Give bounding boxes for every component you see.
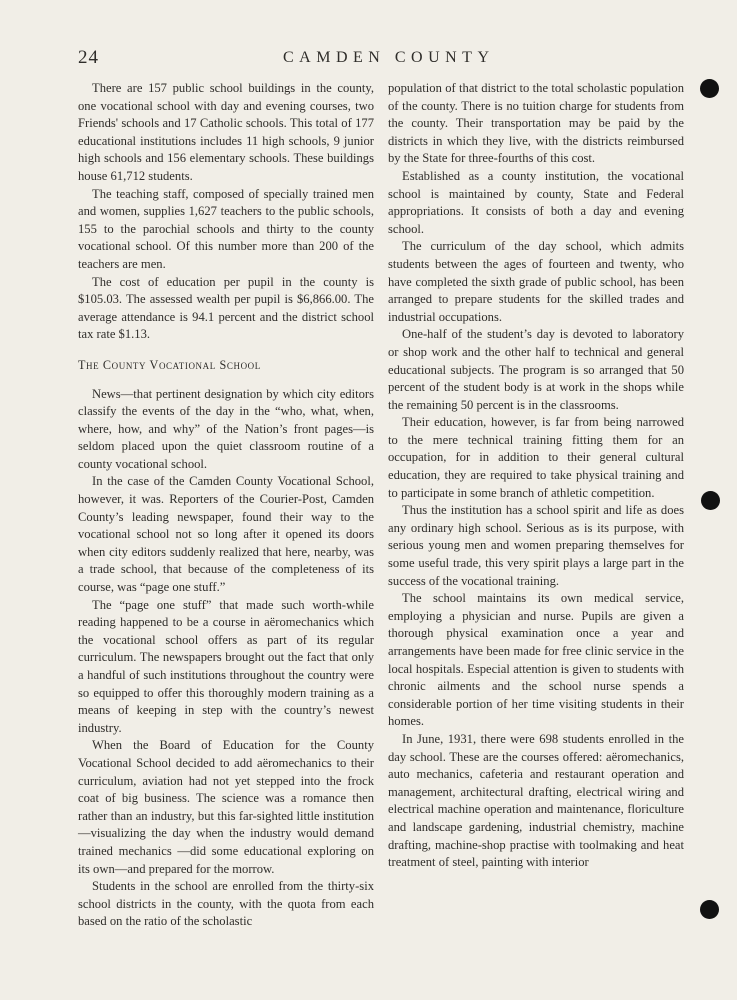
right-column	[388, 80, 684, 872]
paragraph: When the Board of Education for the County Vocational School decided to add aëromechanics to their curriculum, aviation had not yet stepped into the frock coat of big business. The science was a romance then rather than an industry, but this far-sighted little institution—visualizing the day when the industry would demand trained mechanics —did some educational exploring on its own—and prepared for the morrow.	[78, 738, 374, 876]
running-head: CAMDEN COUNTY	[283, 49, 495, 66]
paragraph: In the case of the Camden County Vocational School, however, it was. Reporters of the Courier-Post, Camden County’s leading newspaper, found their way to the vocational school not so long after it opened its doors when city editors suddenly realized that here, nearby, was a trade school, that because of the completeness of its course, was “page one stuff.”	[78, 474, 374, 595]
binding-hole	[700, 900, 719, 919]
paragraph: The teaching staff, composed of specially trained men and women, supplies 1,627 teachers to the public schools, 155 to the parochial schools and thirty to the county vocational school. Of this number more than 200 of the teachers are men.	[78, 186, 374, 271]
paragraph: Thus the institution has a school spirit and life as does any ordinary high school. Serious as is its purpose, with serious young men and women preparing themselves for some useful trade, this very spirit plays a large part in the success of the vocational training.	[388, 503, 684, 588]
paragraph: There are 157 public school buildings in the county, one vocational school with day and evening courses, two Friends' schools and 17 Catholic schools. This total of 177 educational institutions includes 11 high schools, 9 junior high schools and 156 elementary schools. These buildings house 61,712 students.	[78, 81, 374, 183]
paragraph: The school maintains its own medical service, employing a physician and nurse. Pupils are given a thorough physical examination once a year and arrangements have been made for free clinic service in the local hospitals. Especial attention is given to students with chronic ailments and the school nurse spends a considerable portion of her time visiting students in their homes.	[388, 591, 684, 729]
paragraph: The cost of education per pupil in the county is $105.03. The assessed wealth per pupil is $6,866.00. The average attendance is 94.1 percent and the district school tax rate $1.13.	[78, 274, 374, 342]
section-heading: The County Vocational School	[78, 357, 261, 372]
paragraph: News—that pertinent designation by which city editors classify the events of the day in the “who, what, when, where, how, and why” of the Nation’s front pages—is seldom placed upon the quiet classroom routine of a county vocational school.	[78, 386, 374, 471]
binding-hole	[700, 79, 719, 98]
paragraph: In June, 1931, there were 698 students enrolled in the day school. These are the courses offered: aëromechanics, auto mechanics, cafeteria and restaurant operation and management, architectural drafting, electrical wiring and electrical machine operation and maintenance, floriculture and landscape gardening, industrial chemistry, machine drafting, machine-shop practise with toolmaking and heat treatment of steel, painting with interior	[388, 731, 684, 870]
paragraph: Established as a county institution, the vocational school is maintained by county, State and Federal appropriations. It consists of both a day and evening school.	[388, 168, 684, 236]
page-number: 24	[78, 47, 99, 68]
page-header	[78, 47, 678, 69]
paragraph: The curriculum of the day school, which admits students between the ages of fourteen and twenty, who have completed the sixth grade of public school, has been arranged to prepare students for the skilled trades and industrial occupations.	[388, 239, 684, 324]
paragraph: Students in the school are enrolled from the thirty-six school districts in the county, with the quota from each based on the ratio of the scholastic	[78, 879, 374, 929]
paragraph: One-half of the student’s day is devoted to laboratory or shop work and the other half to technical and general educational subjects. The program is so arranged that 50 percent of the student body is at work in the shops while the remaining 50 percent is in the classrooms.	[388, 327, 684, 412]
paragraph-continued: population of that district to the total scholastic population of the county. There is no tuition charge for students from the county. Their transportation may be paid by the districts in which they live, with the districts reimbursed by the State for three-fourths of this cost.	[388, 81, 684, 166]
paragraph: Their education, however, is far from being narrowed to the mere technical training fitting them for an occupation, for in addition to their general cultural education, they are required to take physical training and to participate in some branch of athletic competition.	[388, 415, 684, 500]
paragraph: The “page one stuff” that made such worth-while reading happened to be a course in aëromechanics which the vocational school offers as part of its regular curriculum. The newspapers brought out the fact that only a handful of such institutions throughout the country were so equipped to offer this thoroughly modern training as a means of keeping in step with the country’s newest industry.	[78, 597, 374, 735]
left-column	[78, 80, 374, 931]
binding-hole	[701, 491, 720, 510]
